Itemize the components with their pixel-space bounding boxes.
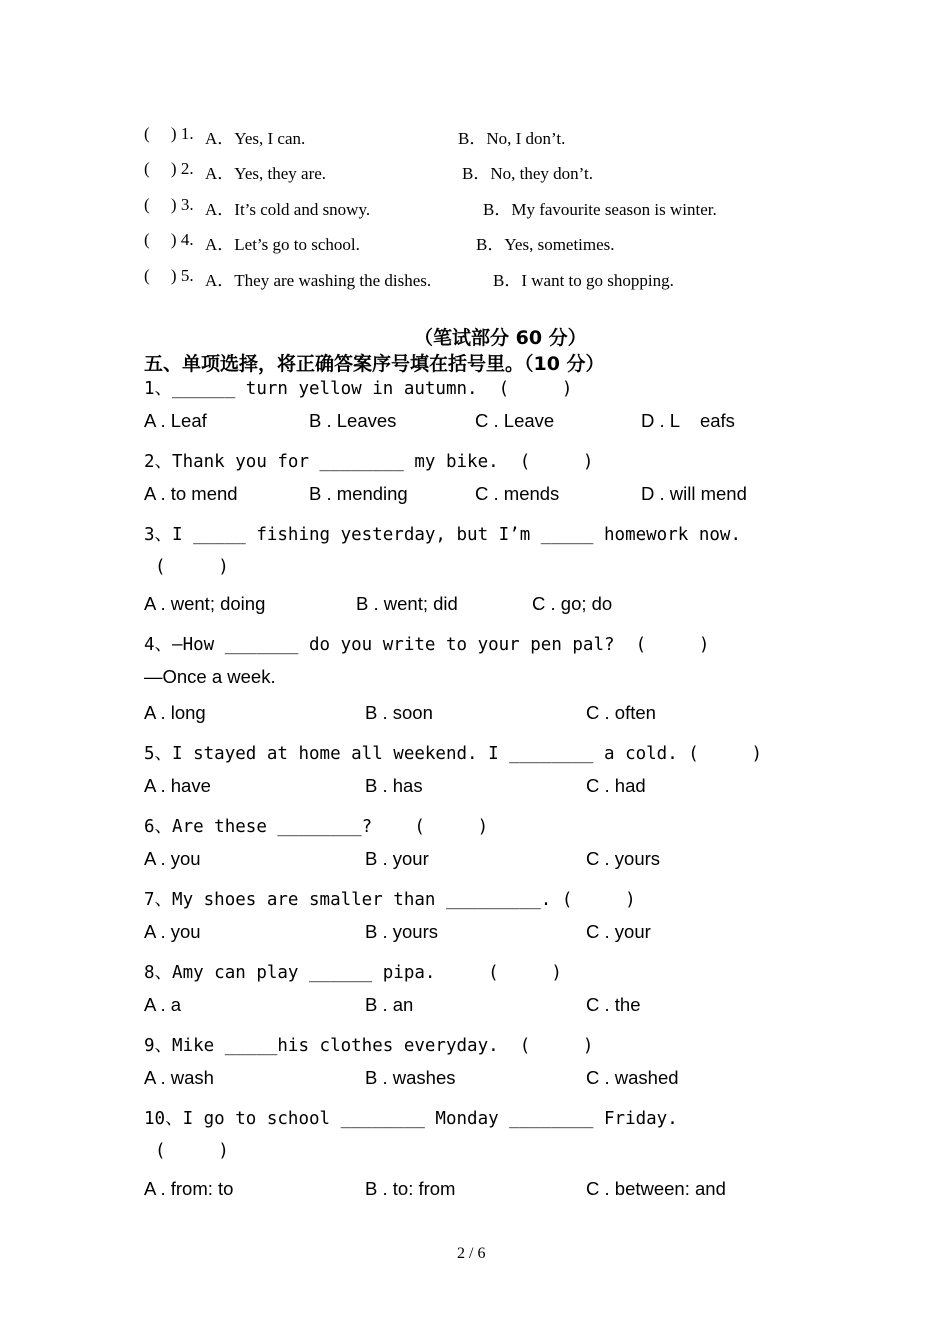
written-part-title: （笔试部分 60 分） bbox=[414, 327, 587, 349]
q10-option-a: A . from: to bbox=[144, 1178, 234, 1199]
q4-option-a: A . long bbox=[144, 702, 206, 723]
listening-item-1-option-a: A．Yes, I can. bbox=[205, 129, 306, 148]
q9-option-c: C . washed bbox=[586, 1067, 679, 1088]
q2-option-d: D . will mend bbox=[641, 483, 747, 504]
q5-option-a: A . have bbox=[144, 775, 211, 796]
question-10: 10、I go to school ________ Monday ________ Friday. bbox=[144, 1109, 678, 1129]
q3-option-a: A . went; doing bbox=[144, 593, 266, 614]
question-3-answer-bracket: ( ) bbox=[155, 557, 229, 577]
section-five-title: 五、单项选择，将正确答案序号填在括号里。（10 分） bbox=[144, 353, 605, 375]
q5-option-c: C . had bbox=[586, 775, 646, 796]
question-2: 2、Thank you for ________ my bike. ( ) bbox=[144, 452, 594, 472]
listening-item-3-number: ( ) 3. bbox=[144, 195, 194, 214]
q1-option-a: A . Leaf bbox=[144, 410, 207, 431]
q9-option-b: B . washes bbox=[365, 1067, 456, 1088]
question-1: 1、______ turn yellow in autumn. ( ) bbox=[144, 379, 573, 399]
q2-option-c: C . mends bbox=[475, 483, 560, 504]
listening-item-1-number: ( ) 1. bbox=[144, 124, 194, 143]
question-6: 6、Are these ________? ( ) bbox=[144, 817, 489, 837]
question-8: 8、Amy can play ______ pipa. ( ) bbox=[144, 963, 562, 983]
q4-option-b: B . soon bbox=[365, 702, 433, 723]
q1-option-c: C . Leave bbox=[475, 410, 555, 431]
listening-item-1-option-b: B．No, I don’t. bbox=[458, 129, 566, 148]
question-4: 4、—How _______ do you write to your pen pal? ( ) bbox=[144, 635, 710, 655]
q6-option-c: C . yours bbox=[586, 848, 661, 869]
q8-option-b: B . an bbox=[365, 994, 414, 1015]
q3-option-c: C . go; do bbox=[532, 593, 613, 614]
q10-option-c: C . between: and bbox=[586, 1178, 726, 1199]
q4-option-c: C . often bbox=[586, 702, 656, 723]
q2-option-a: A . to mend bbox=[144, 483, 238, 504]
listening-item-4-option-a: A．Let’s go to school. bbox=[205, 235, 360, 254]
listening-item-3-option-a: A．It’s cold and snowy. bbox=[205, 200, 371, 219]
question-5: 5、I stayed at home all weekend. I ________ a cold. ( ) bbox=[144, 744, 763, 764]
q7-option-c: C . your bbox=[586, 921, 651, 942]
question-4-response: —Once a week. bbox=[144, 666, 276, 687]
page-number: 2 / 6 bbox=[457, 1245, 486, 1262]
q6-option-a: A . you bbox=[144, 848, 201, 869]
listening-item-2-number: ( ) 2. bbox=[144, 159, 194, 178]
q10-option-b: B . to: from bbox=[365, 1178, 456, 1199]
q3-option-b: B . went; did bbox=[356, 593, 458, 614]
listening-item-5-option-b: B．I want to go shopping. bbox=[493, 271, 674, 290]
listening-item-4-number: ( ) 4. bbox=[144, 230, 194, 249]
question-10-answer-bracket: ( ) bbox=[155, 1141, 229, 1161]
question-7: 7、My shoes are smaller than _________. ( ) bbox=[144, 890, 636, 910]
question-3: 3、I _____ fishing yesterday, but I’m _____ homework now. bbox=[144, 525, 741, 545]
q5-option-b: B . has bbox=[365, 775, 423, 796]
question-9: 9、Mike _____his clothes everyday. ( ) bbox=[144, 1036, 594, 1056]
q2-option-b: B . mending bbox=[309, 483, 408, 504]
listening-item-4-option-b: B．Yes, sometimes. bbox=[476, 235, 615, 254]
q7-option-b: B . yours bbox=[365, 921, 438, 942]
q8-option-a: A . a bbox=[144, 994, 182, 1015]
q9-option-a: A . wash bbox=[144, 1067, 214, 1088]
q6-option-b: B . your bbox=[365, 848, 429, 869]
q1-option-d: D . L eafs bbox=[641, 410, 735, 431]
listening-item-3-option-b: B．My favourite season is winter. bbox=[483, 200, 717, 219]
q1-option-b: B . Leaves bbox=[309, 410, 397, 431]
listening-item-2-option-a: A．Yes, they are. bbox=[205, 164, 327, 183]
listening-item-5-number: ( ) 5. bbox=[144, 266, 194, 285]
listening-item-2-option-b: B．No, they don’t. bbox=[462, 164, 593, 183]
q8-option-c: C . the bbox=[586, 994, 641, 1015]
listening-item-5-option-a: A．They are washing the dishes. bbox=[205, 271, 432, 290]
q7-option-a: A . you bbox=[144, 921, 201, 942]
